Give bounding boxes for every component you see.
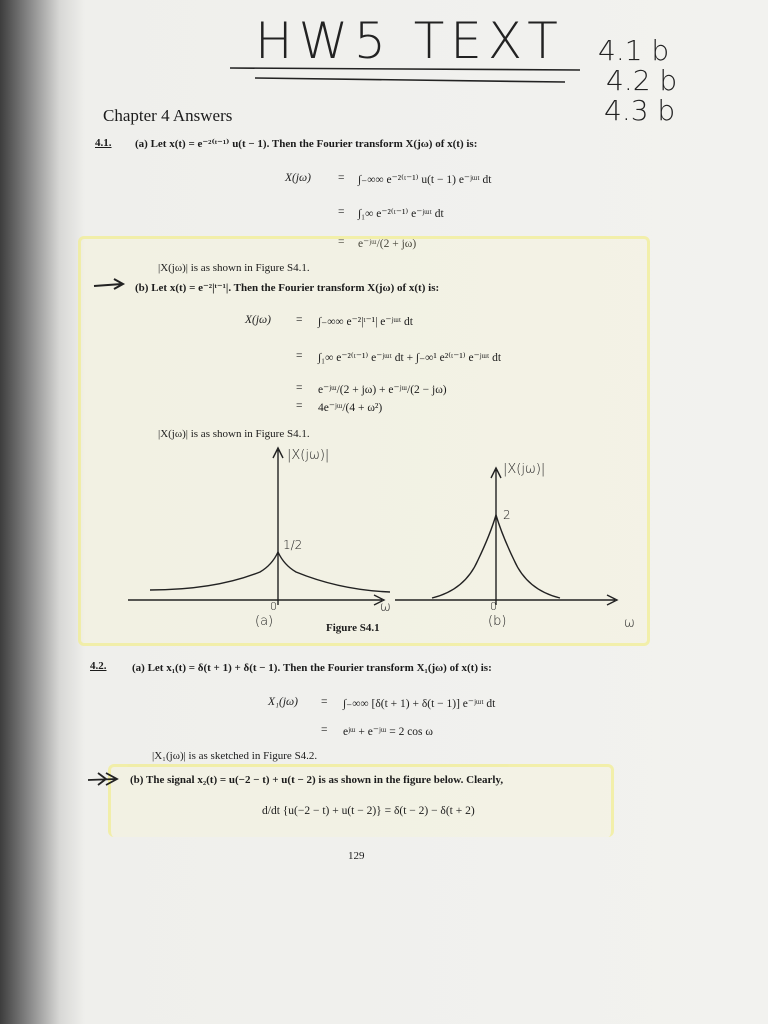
left-xlabel: ω (380, 600, 391, 615)
eq-4-1b-op-1: = (296, 350, 303, 362)
right-ylabel: |X(jω)| (503, 462, 546, 477)
handwritten-problem-3: 4.3 b (604, 94, 676, 127)
right-panel-label: (b) (488, 614, 507, 629)
arrow-mark-icon (86, 770, 126, 788)
eq-4-1b-op-0: = (296, 314, 303, 326)
eq-4-1a-rhs-0: ∫₋∞∞ e⁻²⁽ᵗ⁻¹⁾ u(t − 1) e⁻ʲᵚᵗ dt (358, 174, 492, 186)
chapter-title: Chapter 4 Answers (103, 106, 233, 125)
handwritten-underline (225, 60, 585, 90)
problem-number-4-2: 4.2. (90, 660, 107, 672)
eq-4-1b-rhs-1: ∫₁∞ e⁻²⁽ᵗ⁻¹⁾ e⁻ʲᵚᵗ dt + ∫₋∞¹ e²⁽ᵗ⁻¹⁾ e⁻ʲᵚᵗ dt (318, 352, 502, 364)
eq-4-2a-rhs-1: eʲᵚ + e⁻ʲᵚ = 2 cos ω (343, 726, 433, 738)
eq-4-1a-op-1: = (338, 206, 345, 218)
problem-4-2a-note: |X₁(jω)| is as sketched in Figure S4.2. (152, 750, 318, 762)
eq-4-2a-lhs-0: X₁(jω) (268, 696, 298, 708)
left-origin-label: 0 (270, 600, 277, 613)
problem-number-4-1: 4.1. (95, 137, 112, 149)
eq-4-2b: d/dt {u(−2 − t) + u(t − 2)} = δ(t − 2) − δ(t + 2) (262, 805, 475, 817)
figure-right-plot (395, 468, 617, 605)
left-ylabel: |X(jω)| (287, 448, 330, 463)
eq-4-1a-rhs-1: ∫₁∞ e⁻²⁽ᵗ⁻¹⁾ e⁻ʲᵚᵗ dt (358, 208, 444, 220)
left-peak-label: 1/2 (283, 538, 303, 552)
right-xlabel: ω (624, 616, 635, 631)
eq-4-2a-op-0: = (321, 696, 328, 708)
right-x-axis (395, 595, 617, 605)
problem-4-1b-note: |X(jω)| is as shown in Figure S4.1. (158, 428, 310, 440)
eq-4-1a-rhs-2: e⁻ʲᵚ/(2 + jω) (358, 238, 417, 250)
eq-4-1b-lhs-0: X(jω) (245, 314, 271, 326)
eq-4-1b-rhs-0: ∫₋∞∞ e⁻²|ᵗ⁻¹| e⁻ʲᵚᵗ dt (318, 316, 413, 328)
handwritten-problem-2: 4.2 b (606, 64, 678, 97)
problem-4-2b-statement: (b) The signal x₂(t) = u(−2 − t) + u(t − 2) is as shown in the figure below. Clearly, (130, 774, 504, 786)
eq-4-2a-op-1: = (321, 724, 328, 736)
eq-4-1b-rhs-3: 4e⁻ʲᵚ/(4 + ω²) (318, 402, 383, 414)
right-y-axis (491, 468, 501, 605)
figure-left-plot (128, 448, 390, 605)
right-peak-label: 2 (503, 508, 511, 522)
eq-4-1b-op-3: = (296, 400, 303, 412)
problem-4-1a-note: |X(jω)| is as shown in Figure S4.1. (158, 262, 310, 274)
eq-4-1a-lhs-0: X(jω) (285, 172, 311, 184)
left-x-axis (128, 595, 384, 605)
left-y-axis (273, 448, 283, 605)
page-number: 129 (348, 850, 365, 862)
arrow-mark-icon (92, 276, 132, 292)
eq-4-2a-rhs-0: ∫₋∞∞ [δ(t + 1) + δ(t − 1)] e⁻ʲᵚᵗ dt (343, 698, 496, 710)
left-panel-label: (a) (255, 614, 274, 629)
problem-4-1a-statement: (a) Let x(t) = e⁻²⁽ᵗ⁻¹⁾ u(t − 1). Then the Fourier transform X(jω) of x(t) is: (135, 138, 478, 150)
eq-4-1a-op-0: = (338, 172, 345, 184)
handwritten-problem-1: 4.1 b (598, 34, 670, 67)
problem-4-2a-statement: (a) Let x₁(t) = δ(t + 1) + δ(t − 1). Then the Fourier transform X₁(jω) of x(t) is: (132, 662, 492, 674)
eq-4-1b-op-2: = (296, 382, 303, 394)
left-curve (150, 552, 390, 592)
eq-4-1a-op-2: = (338, 236, 345, 248)
handwritten-title: HW5 TEXT (255, 12, 564, 70)
figure-caption: Figure S4.1 (326, 622, 380, 634)
eq-4-1b-rhs-2: e⁻ʲᵚ/(2 + jω) + e⁻ʲᵚ/(2 − jω) (318, 384, 447, 396)
problem-4-1b-statement: (b) Let x(t) = e⁻²|ᵗ⁻¹|. Then the Fourier transform X(jω) of x(t) is: (135, 282, 440, 294)
right-origin-label: 0 (490, 600, 497, 613)
